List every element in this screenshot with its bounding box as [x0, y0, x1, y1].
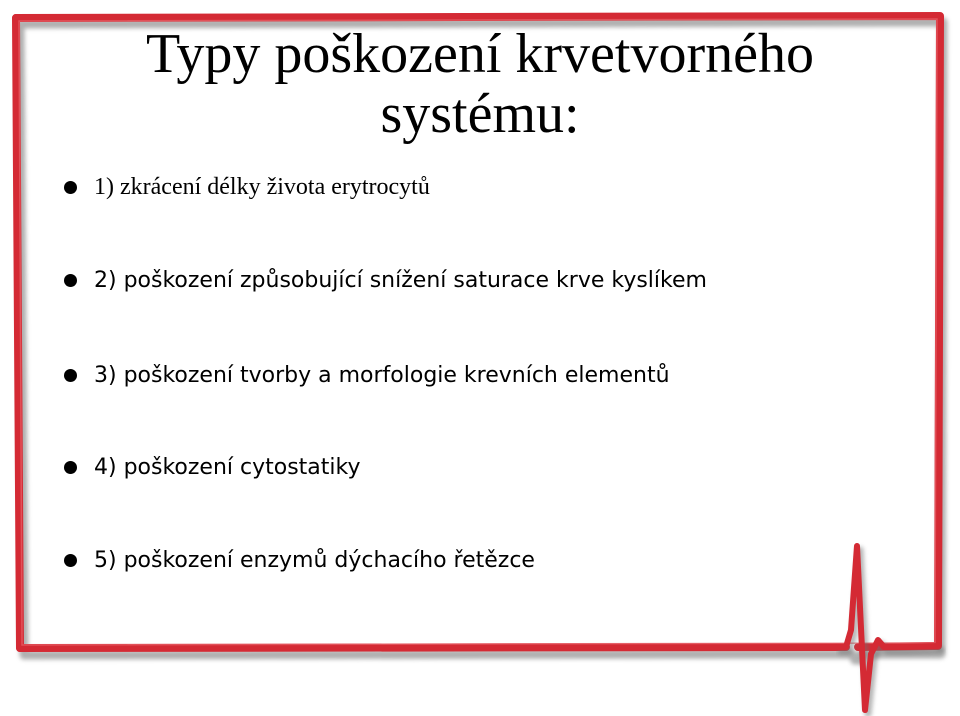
bullet-dot-icon — [64, 181, 77, 194]
bullet-item-5 — [64, 545, 535, 575]
slide-title: Typy poškození krvetvorného systému: — [146, 23, 814, 145]
bullet-dot-icon — [64, 274, 77, 287]
bullet-text-4: 4) poškození cytostatiky — [94, 454, 361, 480]
bullet-item-3 — [64, 360, 670, 390]
ecg-pulse-line-icon — [838, 546, 941, 714]
bullet-text-5: 5) poškození enzymů dýchacího řetězce — [94, 547, 535, 573]
bullet-text-2: 2) poškození způsobující snížení saturace krve kyslíkem — [94, 267, 707, 293]
bullet-item-2 — [64, 265, 707, 295]
bullet-item-4 — [64, 452, 361, 482]
bullet-text-3: 3) poškození tvorby a morfologie krevních elementů — [94, 362, 670, 388]
bullet-text-1: 1) zkrácení délky života erytrocytů — [94, 173, 430, 200]
bullet-item-1 — [64, 172, 430, 202]
bullet-dot-icon — [64, 554, 77, 567]
bullet-dot-icon — [64, 461, 77, 474]
bullet-dot-icon — [64, 369, 77, 382]
